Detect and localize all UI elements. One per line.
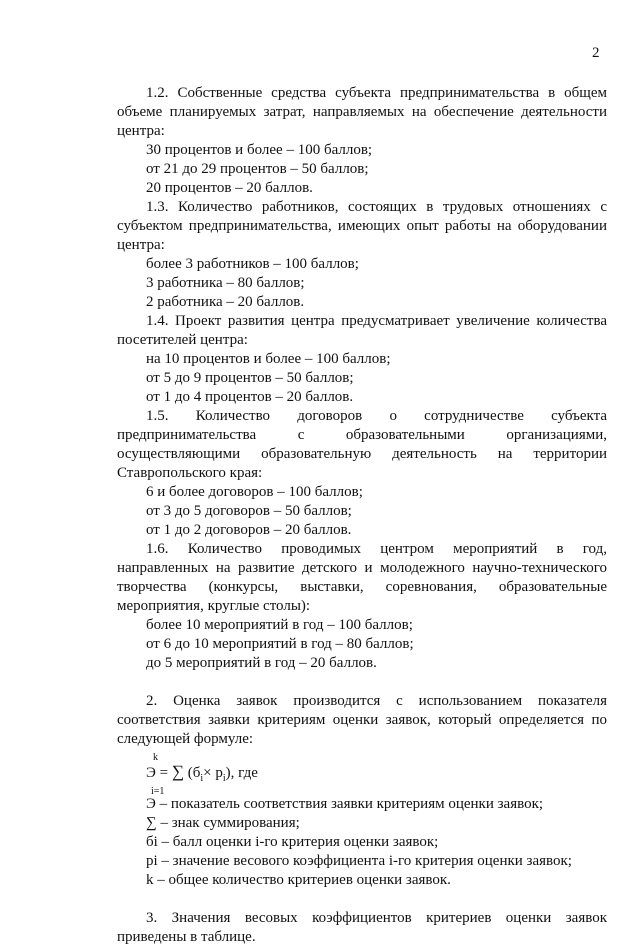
paragraph: 1.5. Количество договоров о сотрудничестве субъекта предпринимательства с образовательными организациями, осуществляющими образовательную деятельность на территории Ставропольского края: (117, 408, 607, 481)
formula-lhs: Э = (146, 765, 172, 781)
section-1-3 (117, 198, 607, 312)
definition-item: pi – значение весового коэффициента i-го критерия оценки заявок; (146, 853, 572, 869)
list-item: от 5 до 9 процентов – 50 баллов; (146, 370, 354, 386)
list-item: до 5 мероприятий в год – 20 баллов. (146, 655, 377, 671)
section-1-6 (117, 540, 607, 673)
formula (117, 749, 607, 795)
list-item: 20 процентов – 20 баллов. (146, 180, 313, 196)
paragraph: 2. Оценка заявок производится с использованием показателя соответствия заявки критериям оценки заявок, который определяется по следующей формуле: (117, 693, 607, 747)
sum-lower-limit: i=1 (151, 786, 165, 797)
definition-item: бi – балл оценки i-го критерия оценки заявок; (146, 834, 439, 850)
sum-upper-limit: k (153, 752, 158, 763)
formula-times: × p (203, 765, 223, 781)
definition-item: ∑ – знак суммирования; (146, 815, 300, 831)
section-2 (117, 692, 607, 890)
sigma-symbol: ∑ (171, 762, 184, 781)
definition-item: Э – показатель соответствия заявки критериям оценки заявок; (146, 796, 544, 812)
section-1-4 (117, 312, 607, 407)
spacer (117, 673, 607, 692)
subscript: i (200, 773, 204, 784)
list-item: от 3 до 5 договоров – 50 баллов; (146, 503, 352, 519)
list-item: от 1 до 4 процентов – 20 баллов. (146, 389, 354, 405)
list-item: на 10 процентов и более – 100 баллов; (146, 351, 391, 367)
page-number: 2 (592, 45, 600, 61)
section-3 (117, 909, 607, 947)
section-1-2 (117, 84, 607, 198)
paragraph: 3. Значения весовых коэффициентов критериев оценки заявок приведены в таблице. (117, 910, 607, 945)
list-item: более 3 работников – 100 баллов; (146, 256, 359, 272)
formula-open: (б (184, 765, 201, 781)
section-1-5 (117, 407, 607, 540)
formula-close: ), где (225, 765, 258, 781)
paragraph: 1.4. Проект развития центра предусматривает увеличение количества посетителей центра: (117, 313, 607, 348)
list-item: более 10 мероприятий в год – 100 баллов; (146, 617, 413, 633)
subscript: i (222, 773, 226, 784)
definition-item: k – общее количество критериев оценки заявок. (146, 872, 451, 888)
list-item: 6 и более договоров – 100 баллов; (146, 484, 363, 500)
list-item: 2 работника – 20 баллов. (146, 294, 305, 310)
list-item: от 1 до 2 договоров – 20 баллов. (146, 522, 352, 538)
list-item: от 6 до 10 мероприятий в год – 80 баллов; (146, 636, 414, 652)
list-item: 30 процентов и более – 100 баллов; (146, 142, 373, 158)
spacer (117, 890, 607, 909)
paragraph: 1.2. Собственные средства субъекта предпринимательства в общем объеме планируемых затрат, направляемых на обеспечение деятельности центра: (117, 85, 607, 139)
list-item: 3 работника – 80 баллов; (146, 275, 305, 291)
document-body (117, 84, 607, 947)
paragraph: 1.3. Количество работников, состоящих в трудовых отношениях с субъектом предпринимательства, имеющих опыт работы на оборудовании центра: (117, 199, 607, 253)
paragraph: 1.6. Количество проводимых центром мероприятий в год, направленных на развитие детского и молодежного научно-технического творчества (конкурсы, выставки, соревнования, образовательные мероприятия, круглые столы): (117, 541, 607, 614)
list-item: от 21 до 29 процентов – 50 баллов; (146, 161, 369, 177)
